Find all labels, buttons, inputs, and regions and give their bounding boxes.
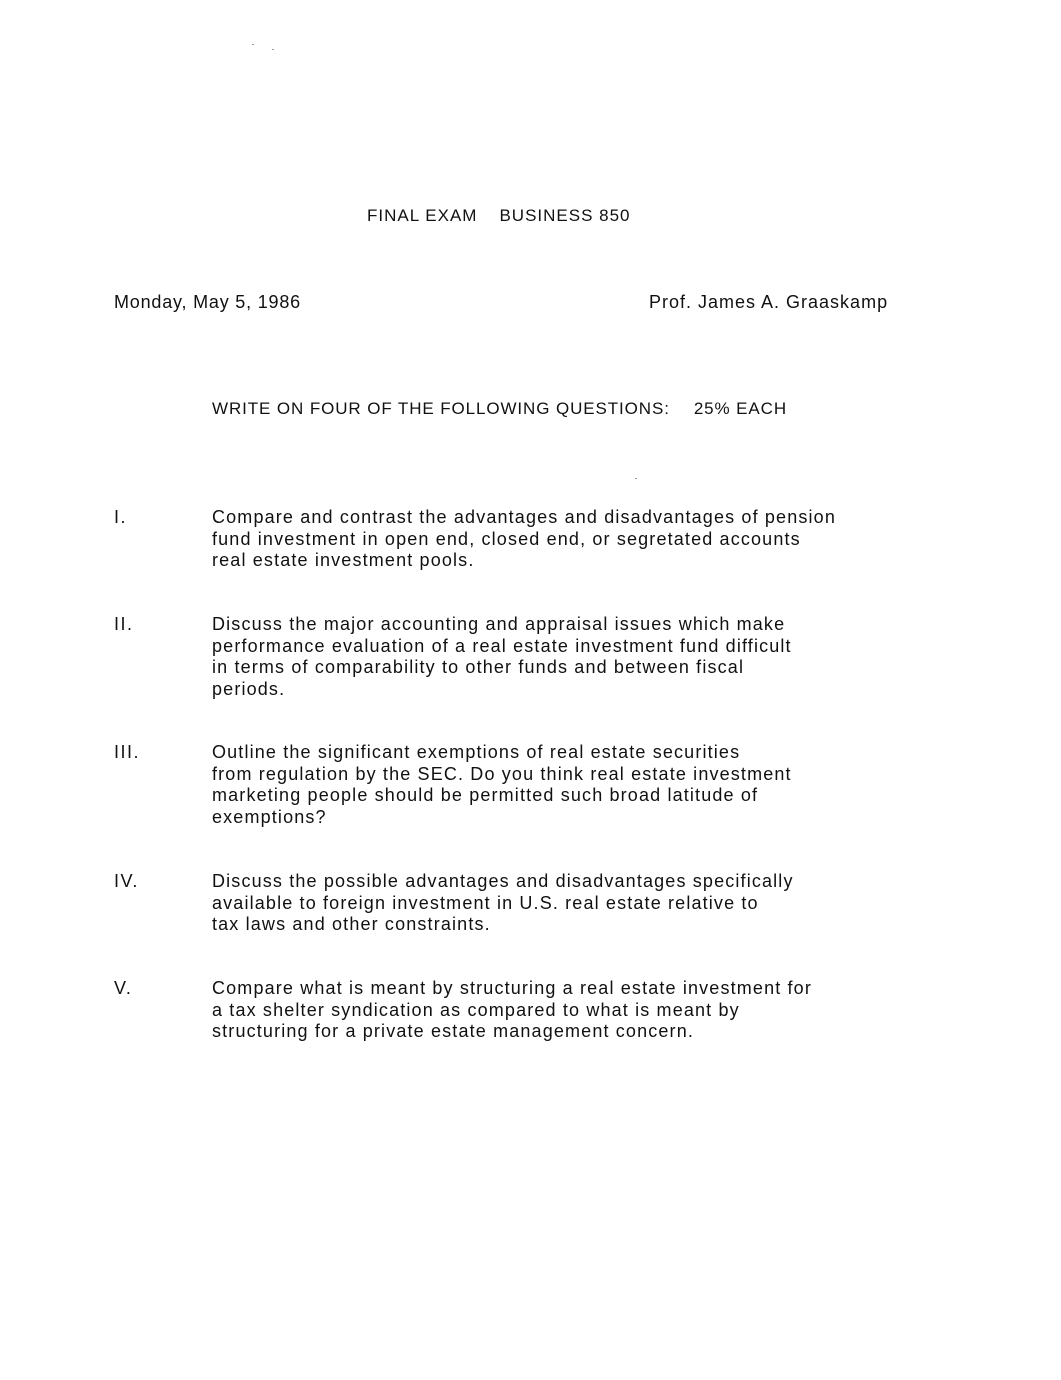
question-number: V. <box>114 978 133 998</box>
question-line: Compare and contrast the advantages and disadvantages of pension <box>212 507 836 527</box>
question-line: in terms of comparability to other funds and between fiscal <box>212 657 745 677</box>
page-title <box>367 206 631 226</box>
question-line: fund investment in open end, closed end, or segretated accounts <box>212 528 801 549</box>
question-text <box>212 978 952 1043</box>
question-line: Discuss the possible advantages and disadvantages specifically <box>212 871 794 891</box>
question-text <box>212 614 952 700</box>
question-line: marketing people should be permitted such broad latitude of <box>212 785 759 805</box>
instructions-text: WRITE ON FOUR OF THE FOLLOWING QUESTIONS: <box>212 399 670 418</box>
question-line: structuring for a private estate management concern. <box>212 1021 695 1041</box>
question-number: III. <box>114 742 141 762</box>
question-line: performance evaluation of a real estate investment fund difficult <box>212 635 792 656</box>
question-number: IV. <box>114 871 139 891</box>
question-text <box>212 507 952 572</box>
question-line: available to foreign investment in U.S. real estate relative to <box>212 892 759 913</box>
question-weight: 25% EACH <box>693 399 788 418</box>
question-number: I. <box>114 507 128 527</box>
exam-date: Monday, May 5, 1986 <box>114 292 301 312</box>
course-name: BUSINESS 850 <box>499 206 631 225</box>
question-line: exemptions? <box>212 806 327 827</box>
question-line: a tax shelter syndication as compared to what is meant by <box>212 999 740 1020</box>
question-text <box>212 742 952 828</box>
question-text <box>212 871 952 936</box>
question-line: Outline the significant exemptions of real estate securities <box>212 742 741 762</box>
scan-speck <box>252 44 254 45</box>
question-line: Compare what is meant by structuring a real estate investment for <box>212 978 812 998</box>
question-line: tax laws and other constraints. <box>212 914 491 934</box>
exam-instructions <box>212 399 787 419</box>
exam-title: FINAL EXAM <box>367 206 478 225</box>
question-line: periods. <box>212 678 286 699</box>
question-line: from regulation by the SEC. Do you think real estate investment <box>212 763 792 784</box>
professor-name: Prof. James A. Graaskamp <box>649 292 889 312</box>
scan-speck <box>272 49 274 50</box>
question-number: II. <box>114 614 134 634</box>
question-line: real estate investment pools. <box>212 550 475 570</box>
scan-speck <box>635 478 637 479</box>
question-line: Discuss the major accounting and appraisal issues which make <box>212 614 786 634</box>
